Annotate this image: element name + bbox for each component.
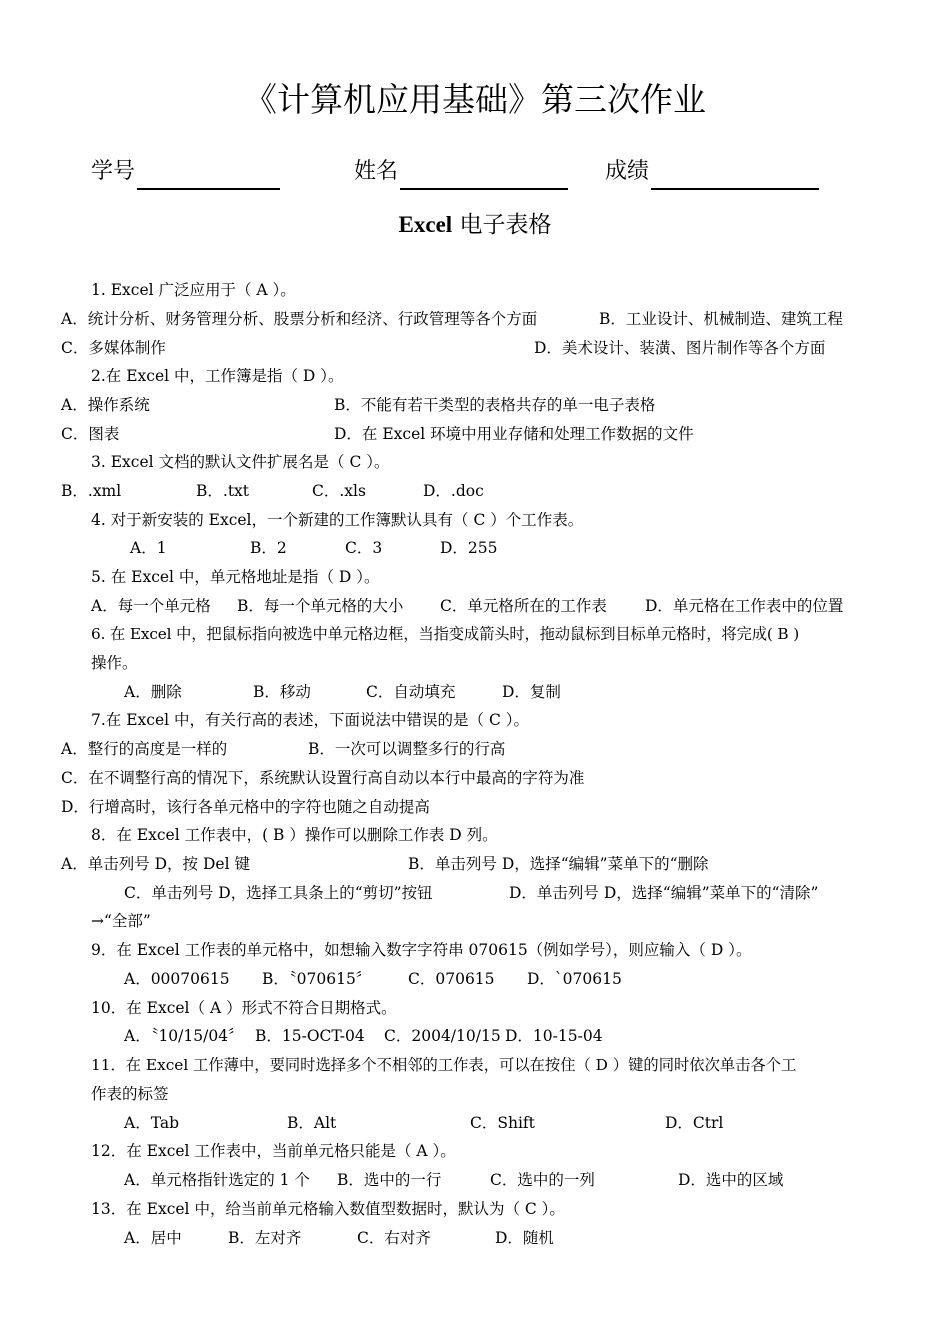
score-label: 成绩 [605, 159, 650, 184]
q1-option-c: C．多媒体制作 [61, 339, 166, 357]
q8-option-c: C．单击列号 D，选择工具条上的“剪切”按钮 [124, 884, 433, 902]
document-title: 《计算机应用基础》第三次作业 [244, 80, 706, 119]
q6-option-c: C．自动填充 [366, 683, 456, 701]
q4-option-c: C．3 [345, 539, 383, 557]
q11-option-b: B．Alt [287, 1114, 337, 1132]
q8-option-b: B．单击列号 D，选择“编辑”菜单下的“删除 [408, 855, 709, 873]
q5-option-a: A．每一个单元格 [91, 597, 211, 615]
q6-option-b: B．移动 [253, 683, 311, 701]
student-id-blank [137, 162, 280, 190]
q1-option-a: A．统计分析、财务管理分析、股票分析和经济、行政管理等各个方面 [61, 310, 538, 328]
subtitle-excel: Excel [398, 212, 453, 237]
q5-stem: 5. 在 Excel 中，单元格地址是指（ D ）。 [91, 568, 380, 586]
q9-option-a: A．00070615 [124, 970, 230, 988]
section-subtitle [0, 208, 950, 242]
q10-option-c: C．2004/10/15 [384, 1027, 501, 1045]
q2-option-d: D．在 Excel 环境中用业存储和处理工作数据的文件 [334, 425, 694, 443]
q10-option-a: A．〝10/15/04〞 [124, 1027, 244, 1045]
q12-option-d: D．选中的区域 [678, 1171, 784, 1189]
q3-option-d: D．.doc [423, 482, 484, 500]
student-id-label: 学号 [91, 159, 136, 184]
q8-option-d-continued: →“全部” [91, 912, 151, 930]
q2-stem: 2.在 Excel 中，工作簿是指（ D ）。 [91, 367, 344, 385]
subtitle-text: 电子表格 [452, 212, 552, 238]
q1-option-b: B．工业设计、机械制造、建筑工程 [599, 310, 843, 328]
q7-option-d: D．行增高时，该行各单元格中的字符也随之自动提高 [61, 798, 430, 816]
q2-option-c: C．图表 [61, 425, 120, 443]
score-field [605, 154, 819, 190]
q10-option-b: B．15-OCT-04 [255, 1027, 365, 1045]
q9-stem: 9．在 Excel 工作表的单元格中，如想输入数字字符串 070615（例如学号），则应输入（ D ）。 [91, 941, 752, 959]
q13-option-b: B．左对齐 [228, 1229, 302, 1247]
q7-option-b: B．一次可以调整多行的行高 [308, 740, 506, 758]
q11-stem-continued: 作表的标签 [91, 1085, 169, 1103]
q1-stem: 1. Excel 广泛应用于（ A ）。 [91, 281, 296, 299]
q4-stem: 4. 对于新安装的 Excel，一个新建的工作簿默认具有（ C ）个工作表。 [91, 511, 584, 529]
q10-stem: 10．在 Excel（ A ）形式不符合日期格式。 [91, 999, 397, 1017]
q8-option-d: D．单击列号 D，选择“编辑”菜单下的“清除” [509, 884, 819, 902]
q12-option-c: C．选中的一列 [490, 1171, 595, 1189]
q6-option-d: D．复制 [502, 683, 561, 701]
q11-option-d: D．Ctrl [665, 1114, 724, 1132]
q9-option-d: D．`070615 [527, 970, 622, 988]
q4-option-a: A．1 [130, 539, 167, 557]
score-blank [651, 162, 819, 190]
q12-option-b: B．选中的一行 [337, 1171, 442, 1189]
name-label: 姓名 [354, 159, 399, 184]
q12-option-a: A．单元格指针选定的 1 个 [124, 1171, 310, 1189]
q5-option-d: D．单元格在工作表中的位置 [645, 597, 844, 615]
q13-option-d: D．随机 [495, 1229, 554, 1247]
q8-option-a: A．单击列号 D，按 Del 键 [61, 855, 250, 873]
q3-option-b: B．.txt [196, 482, 250, 500]
q3-stem: 3. Excel 文档的默认文件扩展名是（ C ）。 [91, 453, 390, 471]
q6-option-a: A．删除 [124, 683, 182, 701]
q10-option-d: D．10-15-04 [505, 1027, 603, 1045]
q13-option-a: A．居中 [124, 1229, 182, 1247]
q2-option-b: B．不能有若干类型的表格共存的单一电子表格 [334, 396, 656, 414]
q3-option-a: B．.xml [61, 482, 122, 500]
q5-option-c: C．单元格所在的工作表 [440, 597, 607, 615]
q6-stem: 6. 在 Excel 中，把鼠标指向被选中单元格边框，当指变成箭头时，拖动鼠标到目标单元格时，将完成( B ) [91, 625, 800, 643]
q9-option-c: C．070615 [408, 970, 495, 988]
q7-option-c: C．在不调整行高的情况下，系统默认设置行高自动以本行中最高的字符为准 [61, 769, 585, 787]
q2-option-a: A．操作系统 [61, 396, 150, 414]
name-blank [400, 162, 568, 190]
q11-stem: 11．在 Excel 工作薄中，要同时选择多个不相邻的工作表，可以在按住（ D ）键的同时依次单击各个工 [91, 1056, 797, 1074]
q7-option-a: A．整行的高度是一样的 [61, 740, 228, 758]
q13-option-c: C．右对齐 [357, 1229, 431, 1247]
student-id-field [91, 154, 280, 190]
q11-option-a: A．Tab [124, 1114, 179, 1132]
q4-option-d: D．255 [440, 539, 498, 557]
name-field [354, 154, 568, 190]
q7-stem: 7.在 Excel 中，有关行高的表述，下面说法中错误的是（ C ）。 [91, 711, 529, 729]
q3-option-c: C．.xls [312, 482, 366, 500]
q9-option-b: B．〝070615〞 [262, 970, 372, 988]
q11-option-c: C．Shift [470, 1114, 535, 1132]
q1-option-d: D．美术设计、装潢、图片制作等各个方面 [534, 339, 826, 357]
q6-stem-continued: 操作。 [91, 654, 138, 672]
q4-option-b: B．2 [250, 539, 287, 557]
q12-stem: 12．在 Excel 工作表中，当前单元格只能是（ A ）。 [91, 1142, 456, 1160]
q13-stem: 13．在 Excel 中，给当前单元格输入数值型数据时，默认为（ C ）。 [91, 1200, 565, 1218]
q5-option-b: B．每一个单元格的大小 [237, 597, 404, 615]
q8-stem: 8．在 Excel 工作表中，( B ）操作可以删除工作表 D 列。 [91, 826, 498, 844]
